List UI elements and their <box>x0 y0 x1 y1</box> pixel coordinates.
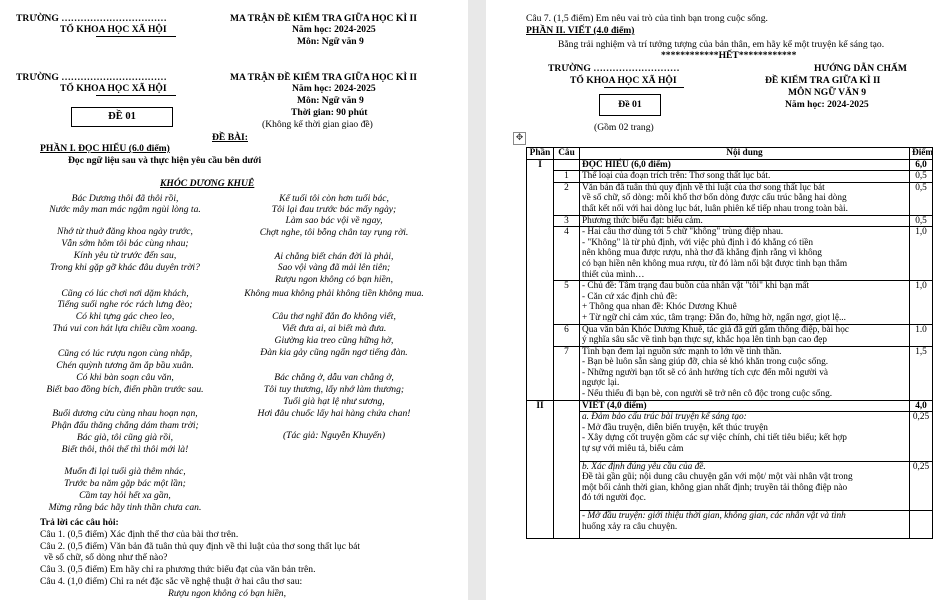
content-line: về số chữ, số dòng: mỗi khổ thơ bốn dòng được cấu trúc bằng hai dòng <box>582 193 847 204</box>
guide-title: HƯỚNG DẪN CHẤM <box>814 63 907 74</box>
end-marker: ************HẾT************ <box>661 50 797 61</box>
score-cell: 4,0 <box>910 400 933 412</box>
question-number-cell: 5 <box>554 281 580 324</box>
exam-duration: Thời gian: 90 phút <box>291 107 368 118</box>
content-line: Văn bản đã tuân thủ quy định về thi luật của thơ song thất lục bát <box>582 182 825 193</box>
score-cell: 1,5 <box>910 346 933 400</box>
part-cell: I <box>527 159 554 400</box>
table-row <box>527 227 933 281</box>
dept-name: TỔ KHOA HỌC XÃ HỘI <box>60 24 167 35</box>
content-line: - Mở đầu truyện, diễn biến truyện, kết thúc truyện <box>582 422 768 433</box>
score-cell: 1.0 <box>910 324 933 346</box>
content-line: - Xây dựng cốt truyện gồm các sự việc chính, chi tiết tiêu biểu; kết hợp <box>582 433 847 444</box>
dept-name: TỔ KHOA HỌC XÃ HỘI <box>60 83 167 94</box>
content-line: Phương thức biểu đạt: biểu cảm. <box>582 215 703 226</box>
question-7: Câu 7. (1,5 điểm) Em nêu vai trò của tình bạn trong cuộc sống. <box>526 13 768 24</box>
poem-line: Trước ba năm gặp bác một lần; <box>64 478 186 489</box>
poem-line: Muốn đi lại tuổi già thêm nhác, <box>64 466 186 477</box>
dept-name: TỔ KHOA HỌC XÃ HỘI <box>570 75 677 86</box>
move-handle-icon[interactable]: ✥ <box>513 132 526 145</box>
part-cell: II <box>527 400 554 539</box>
content-line: thất kết nối với hai dòng lục bát, luân phiên kế tiếp nhau trong toàn bài. <box>582 203 848 214</box>
content-line: ý nghĩa sâu sắc về tình bạn thực sự, khắc họa lên tình bạn cao đẹp <box>582 335 828 346</box>
poem-line: Phận đẩu thăng chẳng dám tham trời; <box>51 420 199 431</box>
poem-title: KHÓC DƯƠNG KHUÊ <box>160 178 255 189</box>
section-title: VIẾT (4,0 điểm) <box>580 400 910 412</box>
content-line: - Những người bạn tốt sẽ có ảnh hưởng tích cực đến mỗi người và <box>582 367 828 378</box>
content-line: - Mở đầu truyện: giới thiệu thời gian, không gian, các nhân vật và tình <box>582 511 846 521</box>
content-line: thiết của mình… <box>582 269 645 280</box>
school-name: TRƯỜNG …………………………… <box>16 72 167 83</box>
exam-page-left <box>0 0 468 600</box>
content-line: - Bạn bè luôn sẵn sàng giúp đỡ, chia sẻ khó khăn trong cuộc sống. <box>582 357 829 368</box>
exam-code-box: Đề 01 <box>599 94 661 116</box>
content-line: - Căn cứ xác định chủ đề: <box>582 291 678 302</box>
duration-note: (Không kể thời gian giao đề) <box>262 119 373 130</box>
poem-line: Câu thơ nghĩ đắn đo không viết, <box>272 311 396 322</box>
school-name: TRƯỜNG ……………………… <box>548 63 680 74</box>
divider <box>96 95 176 96</box>
content-line: + Thông qua nhan đề: Khóc Dương Khuê <box>582 302 737 313</box>
poem-line: Biết thôi, thôi thế thì thôi mới là! <box>61 444 189 455</box>
poem-line: Kể tuổi tôi còn hơn tuổi bác, <box>279 193 389 204</box>
divider <box>96 36 176 37</box>
table-row <box>527 346 933 400</box>
guide-subject: MÔN NGỮ VĂN 9 <box>788 87 867 98</box>
poem-line: Viết đưa ai, ai biết mà đưa. <box>281 323 387 334</box>
subject: Môn: Ngữ văn 9 <box>297 36 364 47</box>
question-number-cell: 1 <box>554 171 580 183</box>
score-cell: 1,0 <box>910 281 933 324</box>
poem-line: Trong khi gặp gỡ khác đâu duyên trời? <box>50 262 200 273</box>
content-cell <box>580 346 910 400</box>
poem-line: Giường kia treo cũng hững hờ, <box>274 335 394 346</box>
poem-line: Làm sao bác vội về ngay, <box>285 215 383 226</box>
poem-line: Cũng có lúc rượu ngon cùng nhắp, <box>57 348 193 359</box>
school-year: Năm học: 2024-2025 <box>292 24 376 35</box>
section-title: ĐỌC HIỂU (6,0 điểm) <box>580 159 910 171</box>
score-cell: 0,5 <box>910 171 933 183</box>
table-row <box>527 171 933 183</box>
score-cell <box>910 511 933 539</box>
subject: Môn: Ngữ văn 9 <box>297 95 364 106</box>
poem-line: Có khi tựng gác cheo leo, <box>75 311 175 322</box>
question-4: Câu 4. (1,0 điểm) Chỉ ra nét đặc sắc về nghệ thuật ở hai câu thơ sau: <box>40 576 303 587</box>
poem-line: Chợt nghe, tôi bỗng chân tay rụng rời. <box>259 227 409 238</box>
question-1: Câu 1. (0,5 điểm) Xác định thể thơ của bài thơ trên. <box>40 529 239 540</box>
content-line: b. Xác định đúng yêu cầu của đề. <box>582 461 706 472</box>
content-line: Qua văn bản Khóc Dương Khuê, tác giả đã gửi gắm thông điệp, bài học <box>582 324 849 335</box>
header-cell: Phần <box>527 148 554 160</box>
poem-line: (Tác giả: Nguyễn Khuyến) <box>282 430 386 441</box>
content-line: - Nếu thiếu đi bạn bè, con người sẽ trở nên cô độc trong cuộc sống. <box>582 389 833 400</box>
instruction: Đọc ngữ liệu sau và thực hiện yêu cầu bên dưới <box>68 155 262 166</box>
poem-line: Cũng có lúc chơi nơi dặm khách, <box>61 288 189 299</box>
table-row <box>527 281 933 324</box>
poem-line: Tuổi già hạt lệ như sương, <box>283 396 385 407</box>
content-cell <box>580 511 910 539</box>
poem-line: Có khi bàn soạn câu văn, <box>76 372 174 383</box>
content-line: - Hai câu thơ dùng tới 5 chữ "không" trùng điệp nhau. <box>582 227 784 238</box>
question-2: Câu 2. (0,5 điểm) Văn bản đã tuân thủ quy định về thi luật của thơ song thất lục bát <box>40 541 361 552</box>
content-line: a. Đảm bảo cấu trúc bài truyện kể sáng tạo: <box>582 412 747 423</box>
table-row <box>527 159 933 171</box>
poem-line: Bác Dương thôi đã thôi rồi, <box>71 193 179 204</box>
score-cell: 0,5 <box>910 182 933 215</box>
content-line: + Từ ngữ chỉ cảm xúc, tâm trạng: Đắn đo, hững hờ, ngẩn ngơ, giọt lệ... <box>582 312 846 323</box>
content-cell <box>580 281 910 324</box>
content-line: đó tới người đọc. <box>582 493 646 504</box>
content-line: Đề tài gần gũi; nội dung câu chuyện gắn với một/ một vài nhân vật trong <box>582 472 853 483</box>
question-number-cell: 3 <box>554 215 580 227</box>
poem-line: Đàn kia gảy cũng ngẩn ngơ tiếng đàn. <box>260 347 408 358</box>
part-1-heading: PHẦN I. ĐỌC HIỂU (6.0 điểm) <box>40 143 170 154</box>
header-cell: Nội dung <box>580 148 910 160</box>
content-line: Thể loại của đoạn trích trên: Thơ song thất lục bát. <box>582 171 771 182</box>
poem-line: Nhớ từ thuở đăng khoa ngày trước, <box>57 226 193 237</box>
question-3: Câu 3. (0,5 điểm) Em hãy chỉ ra phương thức biểu đạt của văn bản trên. <box>40 564 316 575</box>
question-number-cell: 7 <box>554 346 580 400</box>
table-header <box>527 148 933 160</box>
table-row <box>527 511 933 539</box>
divider <box>604 87 684 88</box>
score-cell: 6,0 <box>910 159 933 171</box>
school-year: Năm học: 2024-2025 <box>292 83 376 94</box>
section-heading: ĐỀ BÀI: <box>212 132 248 143</box>
content-line: - Chủ đề: Tâm trạng đau buồn của nhân vật "tôi" khi bạn mất <box>582 281 810 292</box>
doc-title: MA TRẬN ĐỀ KIỂM TRA GIỮA HỌC KÌ II <box>230 72 417 83</box>
poem-line: Cầm tay hỏi hết xa gần, <box>79 490 171 501</box>
question-2-cont: về số chữ, số dòng như thế nào? <box>44 552 168 563</box>
content-cell <box>580 182 910 215</box>
poem-line: Nước mây man mác ngậm ngùi lòng ta. <box>49 204 201 215</box>
content-line: Tình bạn đem lại nguồn sức mạnh to lớn về tinh thần. <box>582 346 782 357</box>
doc-title: MA TRẬN ĐỀ KIỂM TRA GIỮA HỌC KÌ II <box>230 13 417 24</box>
part-2-prompt: Bằng trải nghiệm và trí tưởng tượng của bản thân, em hãy kể một truyện kể sáng tạo. <box>558 39 885 50</box>
school-year: Năm học: 2024-2025 <box>785 99 869 110</box>
content-cell <box>580 171 910 183</box>
content-line: một bối cảnh thời gian, không gian nhất định; truyền tải thông điệp nào <box>582 482 848 493</box>
content-cell <box>580 412 910 461</box>
content-line: có bạn hiền nên không mua rượu, từ đó làm nổi bật được tình bạn thắm <box>582 258 848 269</box>
poem-line: Tiếng suối nghe róc rách lưng đèo; <box>57 299 193 310</box>
page-count: (Gồm 02 trang) <box>594 122 654 133</box>
question-number-cell: 6 <box>554 324 580 346</box>
answer-prompt: Trả lời các câu hỏi: <box>40 517 119 528</box>
poem-line: Hơi đâu chuốc lấy hai hàng chứa chan! <box>257 408 411 419</box>
table-cell <box>554 400 580 539</box>
question-number-cell: 2 <box>554 182 580 215</box>
poem-line: Vẫn sớm hôm tôi bác cùng nhau; <box>61 238 189 249</box>
content-line: ngược lại. <box>582 378 620 389</box>
poem-line: Thú vui con hát lựa chiều cầm xoang. <box>52 323 198 334</box>
table-row <box>527 400 933 412</box>
content-cell <box>580 324 910 346</box>
table-row <box>527 461 933 510</box>
score-cell: 1,0 <box>910 227 933 281</box>
poem-line: Rượu ngon không có bạn hiền, <box>275 274 393 285</box>
content-line: nên không mua được rượu, nhà thơ đã khẳng định rằng vì không <box>582 248 822 259</box>
table-cell <box>554 159 580 171</box>
exam-page-right <box>486 0 939 600</box>
header-cell: Điểm <box>910 148 933 160</box>
poem-line: Ai chẳng biết chán đời là phải, <box>274 251 394 262</box>
question-4-quote: Rượu ngon không có bạn hiền, <box>168 588 286 599</box>
score-cell: 0,25 <box>910 412 933 461</box>
poem-line: Bác già, tôi cũng già rồi, <box>76 432 174 443</box>
guide-subtitle: ĐỀ KIỂM TRA GIỮA KÌ II <box>765 75 881 86</box>
poem-line: Tôi lại đau trước bác mấy ngày; <box>271 204 397 215</box>
content-cell <box>580 461 910 510</box>
content-cell <box>580 215 910 227</box>
poem-line: Sao vội vàng đã mải lên tiên; <box>277 262 391 273</box>
grading-table <box>526 147 933 539</box>
part-2-heading: PHẦN II. VIẾT (4.0 điểm) <box>526 25 635 36</box>
table-row <box>527 182 933 215</box>
poem-line: Không mua không phải không tiền không mua. <box>244 288 424 299</box>
content-cell <box>580 227 910 281</box>
table-row <box>527 412 933 461</box>
content-line: - "Không" là từ phủ định, với việc phủ định ì đó khẳng có tiền <box>582 237 814 248</box>
content-line: huống xảy ra câu chuyện. <box>582 521 678 532</box>
exam-code-box: ĐỀ 01 <box>71 107 173 127</box>
school-name: TRƯỜNG …………………………… <box>16 13 167 24</box>
poem-line: Bác chẳng ở, dẫu van chẳng ở, <box>274 372 394 383</box>
content-line: tự sự với miêu tả, biểu cảm <box>582 444 684 455</box>
poem-line: Kính yêu từ trước đến sau, <box>73 250 177 261</box>
poem-line: Tôi tuy thương, lấy nhớ làm thương; <box>263 384 405 395</box>
score-cell: 0,5 <box>910 215 933 227</box>
table-row <box>527 215 933 227</box>
poem-line: Buổi dương cửu cùng nhau hoạn nạn, <box>52 408 198 419</box>
poem-line: Biết bao đồng bích, điển phần trước sau. <box>46 384 204 395</box>
score-cell: 0,25 <box>910 461 933 510</box>
question-number-cell: 4 <box>554 227 580 281</box>
header-cell: Câu <box>554 148 580 160</box>
poem-line: Mừng rằng bác hãy tinh thần chưa can. <box>48 502 202 513</box>
poem-line: Chén quỳnh tương ăm ắp bầu xuân. <box>56 360 194 371</box>
table-row <box>527 324 933 346</box>
